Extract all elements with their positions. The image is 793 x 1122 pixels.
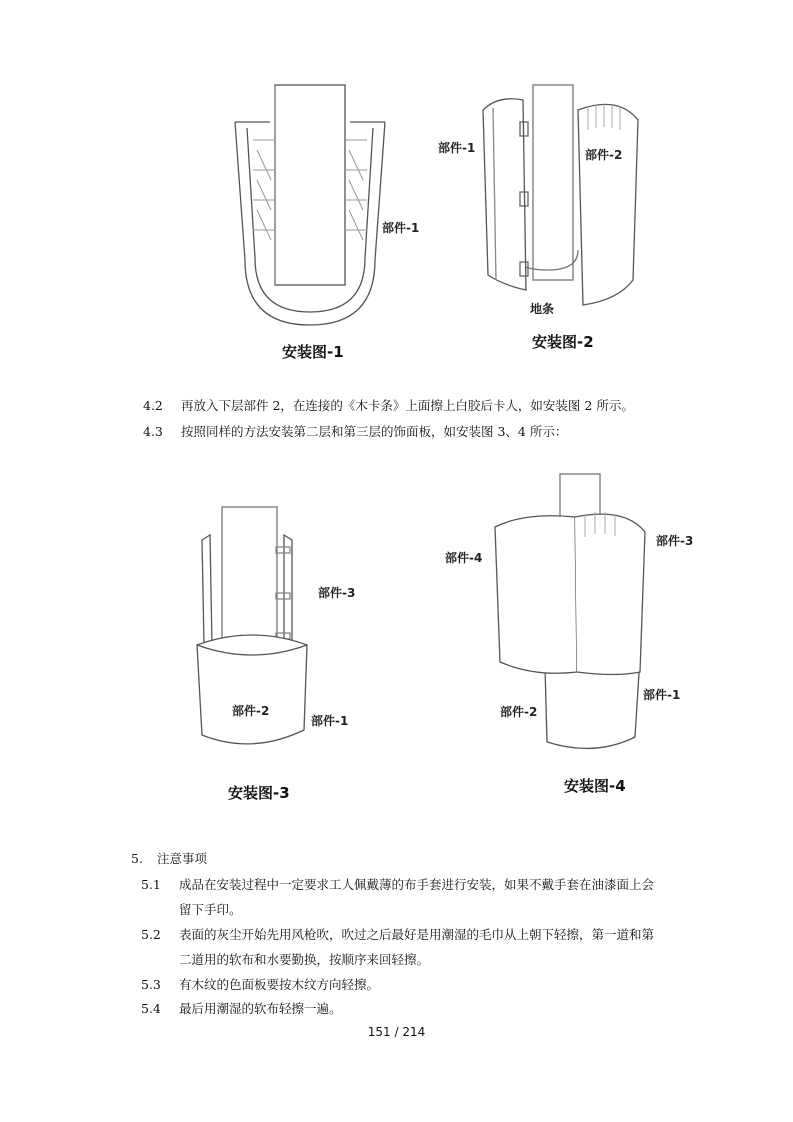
- figure-4-label-part-2: 部件-2: [500, 705, 538, 719]
- note-5-1: [141, 876, 654, 894]
- section-title: 注意事项: [157, 851, 208, 866]
- note-text-line-1: 最后用潮湿的软布轻擦一遍。: [179, 1001, 342, 1016]
- figure-4-label-part-3: 部件-3: [656, 534, 694, 548]
- note-text-line-1: 表面的灰尘开始先用风枪吹，吹过之后最好是用潮湿的毛巾从上朝下轻擦，第一道和第: [179, 927, 655, 942]
- note-5-2-continuation: 二道用的软布和水要勤换，按顺序来回轻擦。: [179, 952, 430, 967]
- note-number: 5.2: [141, 927, 161, 942]
- note-5-2: [141, 926, 654, 944]
- note-5-1-continuation: 留下手印。: [179, 902, 242, 917]
- section-heading: [131, 850, 207, 868]
- section-number: 5.: [131, 851, 143, 866]
- figure-2-caption: 安装图-2: [532, 333, 594, 351]
- note-text-line-1: 成品在安装过程中一定要求工人佩戴薄的布手套进行安装，如果不戴手套在油漆面上会: [179, 877, 655, 892]
- step-number: 4.2: [143, 398, 163, 413]
- figure-3-label-part-3: 部件-3: [318, 586, 356, 600]
- figure-4-label-part-4: 部件-4: [445, 551, 483, 565]
- figure-3-label-part-1: 部件-1: [311, 714, 349, 728]
- note-5-4: [141, 1000, 342, 1018]
- note-5-3: [141, 976, 379, 994]
- figure-1-label-part-1: 部件-1: [382, 221, 420, 235]
- page-number: 151 / 214: [367, 1025, 426, 1039]
- figure-4-label-part-1: 部件-1: [643, 688, 681, 702]
- note-number: 5.3: [141, 977, 161, 992]
- step-text: 再放入下层部件 2，在连接的《木卡条》上面擦上白胶后卡人，如安装图 2 所示。: [181, 398, 634, 413]
- step-text: 按照同样的方法安装第二层和第三层的饰面板，如安装图 3、4 所示：: [181, 424, 568, 439]
- figure-2-label-ground-strip: 地条: [530, 302, 555, 316]
- figure-1-drawing: [225, 80, 395, 330]
- step-4-3: [143, 423, 567, 441]
- figure-2-label-part-2: 部件-2: [585, 148, 623, 162]
- note-text-line-1: 有木纹的色面板要按木纹方向轻擦。: [179, 977, 380, 992]
- step-4-2: [143, 397, 634, 415]
- figure-3-caption: 安装图-3: [228, 784, 290, 802]
- note-number: 5.4: [141, 1001, 161, 1016]
- step-number: 4.3: [143, 424, 163, 439]
- note-number: 5.1: [141, 877, 161, 892]
- figure-4-caption: 安装图-4: [564, 777, 626, 795]
- figure-2-label-part-1: 部件-1: [438, 141, 476, 155]
- figure-1-caption: 安装图-1: [282, 343, 344, 361]
- figure-2-drawing: [478, 80, 648, 320]
- figure-3-label-part-2: 部件-2: [232, 704, 270, 718]
